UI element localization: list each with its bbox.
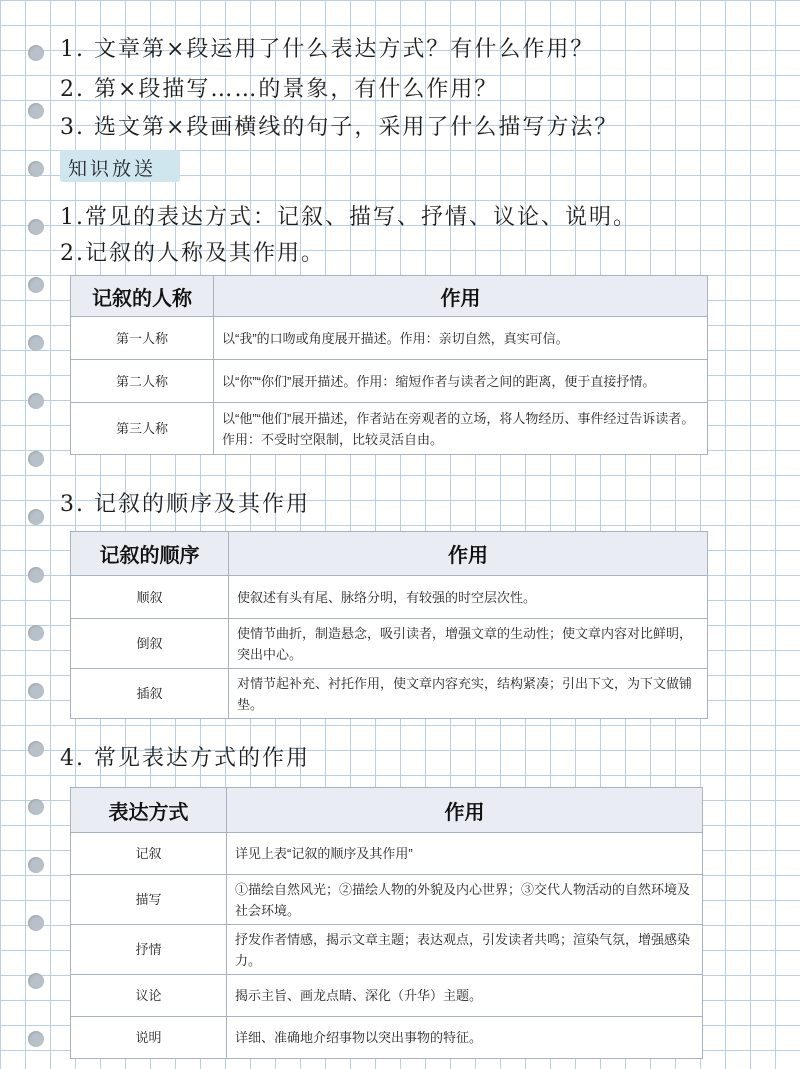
binder-hole <box>28 915 44 931</box>
table-row <box>71 317 708 360</box>
binder-hole <box>28 219 44 235</box>
table-header-row <box>71 276 708 317</box>
column-header: 作用 <box>229 532 708 576</box>
question-2: 2. 第×段描写……的景象，有什么作用？ <box>60 77 499 102</box>
narrative-order-table <box>70 531 708 719</box>
table-cell-label: 插叙 <box>71 669 229 719</box>
table-cell-label: 说明 <box>71 1017 227 1059</box>
table-cell-label: 抒情 <box>71 925 227 975</box>
binder-hole <box>28 45 44 61</box>
binder-hole <box>28 741 44 757</box>
expression-effect-table <box>70 787 703 1059</box>
binder-hole <box>28 973 44 989</box>
heading-expression-effect: 4. 常见表达方式的作用 <box>60 746 310 771</box>
binder-hole <box>28 103 44 119</box>
table-cell-label: 第三人称 <box>71 403 214 455</box>
binder-hole <box>28 567 44 583</box>
section-tag <box>60 150 180 182</box>
heading-narrative-order: 3. 记叙的顺序及其作用 <box>60 492 310 517</box>
question-3: 3. 选文第×段画横线的句子，采用了什么描写方法？ <box>60 115 619 140</box>
table-cell-text: 对情节起补充、衬托作用，使文章内容充实，结构紧凑；引出下文，为下文做铺垫。 <box>229 669 708 719</box>
column-header: 作用 <box>214 276 708 317</box>
column-header: 表达方式 <box>71 788 227 833</box>
binder-hole <box>28 161 44 177</box>
table-cell-text: 详细、准确地介绍事物以突出事物的特征。 <box>227 1017 703 1059</box>
question-1: 1. 文章第×段运用了什么表达方式？有什么作用？ <box>60 37 595 62</box>
table-cell-label: 记叙 <box>71 833 227 875</box>
table-cell-text: 以“你”“你们”展开描述。作用：缩短作者与读者之间的距离，便于直接抒情。 <box>214 360 708 403</box>
binder-hole <box>28 857 44 873</box>
table-row <box>71 925 703 975</box>
table-cell-text: ①描绘自然风光；②描绘人物的外貌及内心世界；③交代人物活动的自然环境及社会环境。 <box>227 875 703 925</box>
table-header-row <box>71 532 708 576</box>
table-cell-label: 议论 <box>71 975 227 1017</box>
table-cell-text: 使叙述有头有尾、脉络分明，有较强的时空层次性。 <box>229 576 708 619</box>
binder-hole <box>28 335 44 351</box>
table-cell-label: 描写 <box>71 875 227 925</box>
column-header: 记叙的顺序 <box>71 532 229 576</box>
point-2: 2.记叙的人称及其作用。 <box>60 241 325 266</box>
binder-hole <box>28 625 44 641</box>
table-row <box>71 975 703 1017</box>
table-row <box>71 833 703 875</box>
binder-hole <box>28 1031 44 1047</box>
table-cell-label: 倒叙 <box>71 619 229 669</box>
table-cell-text: 以“我”的口吻或角度展开描述。作用：亲切自然，真实可信。 <box>214 317 708 360</box>
binder-hole <box>28 509 44 525</box>
binder-hole <box>28 799 44 815</box>
column-header: 记叙的人称 <box>71 276 214 317</box>
table-header-row <box>71 788 703 833</box>
table-row <box>71 403 708 455</box>
table-cell-text: 使情节曲折，制造悬念，吸引读者，增强文章的生动性；使文章内容对比鲜明，突出中心。 <box>229 619 708 669</box>
table-row <box>71 1017 703 1059</box>
table-row <box>71 576 708 619</box>
binder-hole <box>28 451 44 467</box>
column-header: 作用 <box>227 788 703 833</box>
binder-hole <box>28 683 44 699</box>
table-cell-text: 以“他”“他们”展开描述，作者站在旁观者的立场，将人物经历、事件经过告诉读者。作用：不受时空限制，比较灵活自由。 <box>214 403 708 455</box>
table-cell-text: 详见上表“记叙的顺序及其作用” <box>227 833 703 875</box>
section-tag-label: 知识放送 <box>68 158 157 180</box>
narrative-person-table <box>70 275 708 455</box>
table-cell-label: 顺叙 <box>71 576 229 619</box>
table-row <box>71 360 708 403</box>
binder-hole <box>28 393 44 409</box>
table-row <box>71 669 708 719</box>
point-1: 1.常见的表达方式：记叙、描写、抒情、议论、说明。 <box>60 205 637 230</box>
table-cell-text: 抒发作者情感，揭示文章主题；表达观点，引发读者共鸣；渲染气氛，增强感染力。 <box>227 925 703 975</box>
binder-hole <box>28 277 44 293</box>
binder-holes <box>28 0 48 1069</box>
table-cell-label: 第一人称 <box>71 317 214 360</box>
table-row <box>71 619 708 669</box>
table-cell-label: 第二人称 <box>71 360 214 403</box>
table-cell-text: 揭示主旨、画龙点睛、深化（升华）主题。 <box>227 975 703 1017</box>
table-row <box>71 875 703 925</box>
